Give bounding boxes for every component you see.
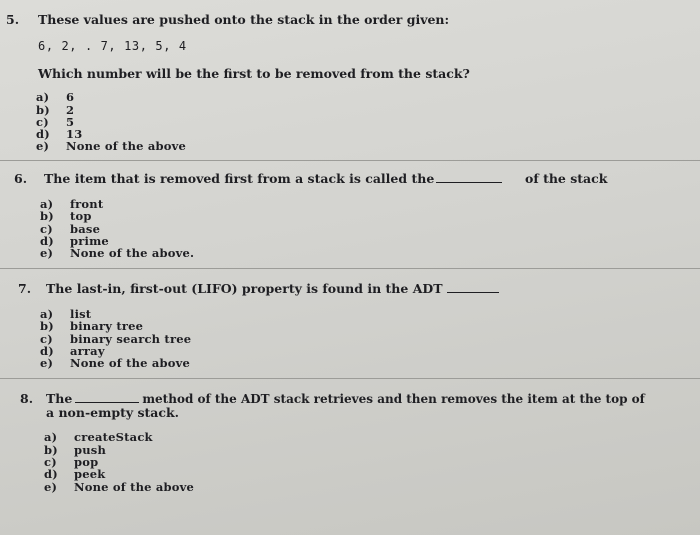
question-6-prompt-after: of the stack <box>525 171 608 186</box>
option-7e <box>40 356 190 370</box>
option-text: base <box>70 222 101 236</box>
option-text: list <box>70 307 92 321</box>
answer-blank <box>447 282 499 293</box>
question-6-number: 6. <box>14 171 28 186</box>
option-letter: d) <box>44 467 58 481</box>
option-text: push <box>74 443 107 457</box>
question-5-number: 5. <box>6 12 20 27</box>
option-8d <box>44 467 105 481</box>
question-7-number: 7. <box>18 281 32 296</box>
option-8e <box>44 480 194 494</box>
option-letter: a) <box>40 197 54 211</box>
question-5-prompt: These values are pushed onto the stack in the order given: <box>38 12 450 27</box>
option-letter: d) <box>36 127 50 141</box>
option-text: None of the above <box>66 139 187 153</box>
option-letter: b) <box>40 319 54 333</box>
option-text: None of the above. <box>70 246 195 260</box>
divider <box>0 268 700 269</box>
answer-blank <box>75 392 139 403</box>
option-text: 2 <box>66 103 75 117</box>
option-text: array <box>70 344 105 358</box>
option-letter: a) <box>40 307 54 321</box>
question-8-prompt-after: method of the ADT stack retrieves and then removes the item at the top of <box>142 392 645 406</box>
option-7b <box>40 319 143 333</box>
question-8-number: 8. <box>20 391 34 406</box>
option-text: 6 <box>66 90 75 104</box>
question-5-sequence: 6, 2, . 7, 13, 5, 4 <box>38 39 187 53</box>
question-8-prompt <box>46 391 645 406</box>
answer-blank <box>436 172 502 183</box>
option-text: 13 <box>66 127 83 141</box>
option-letter: d) <box>40 234 54 248</box>
option-6e <box>40 246 194 260</box>
question-8-prompt-line2: a non-empty stack. <box>46 405 179 420</box>
option-letter: e) <box>40 356 54 370</box>
option-text: None of the above <box>70 356 191 370</box>
option-text: prime <box>70 234 109 248</box>
question-7-prompt <box>46 281 499 296</box>
question-6-prompt <box>44 171 502 186</box>
option-letter: e) <box>36 139 50 153</box>
option-letter: b) <box>44 443 58 457</box>
option-letter: e) <box>44 480 58 494</box>
option-5e <box>36 139 186 153</box>
option-letter: c) <box>44 455 57 469</box>
option-8a <box>44 430 153 444</box>
option-letter: d) <box>40 344 54 358</box>
option-text: binary tree <box>70 319 144 333</box>
option-text: createStack <box>74 430 153 444</box>
option-letter: b) <box>36 103 50 117</box>
option-letter: b) <box>40 209 54 223</box>
option-letter: e) <box>40 246 54 260</box>
option-text: peek <box>74 467 106 481</box>
option-text: binary search tree <box>70 332 192 346</box>
option-text: top <box>70 209 92 223</box>
option-6b <box>40 209 92 223</box>
option-letter: a) <box>44 430 58 444</box>
option-letter: c) <box>36 115 49 129</box>
option-text: 5 <box>66 115 75 129</box>
option-letter: a) <box>36 90 50 104</box>
question-6-prompt-before: The item that is removed first from a stack is called the <box>44 171 435 186</box>
option-letter: c) <box>40 222 53 236</box>
option-5a <box>36 90 74 104</box>
question-8-prompt-before: The <box>46 391 73 406</box>
option-text: front <box>70 197 104 211</box>
option-text: pop <box>74 455 99 469</box>
option-text: None of the above <box>74 480 195 494</box>
divider <box>0 160 700 161</box>
question-5-question: Which number will be the first to be removed from the stack? <box>38 66 470 81</box>
divider <box>0 378 700 379</box>
option-letter: c) <box>40 332 53 346</box>
question-7-prompt-text: The last-in, first-out (LIFO) property is found in the ADT <box>46 281 443 296</box>
